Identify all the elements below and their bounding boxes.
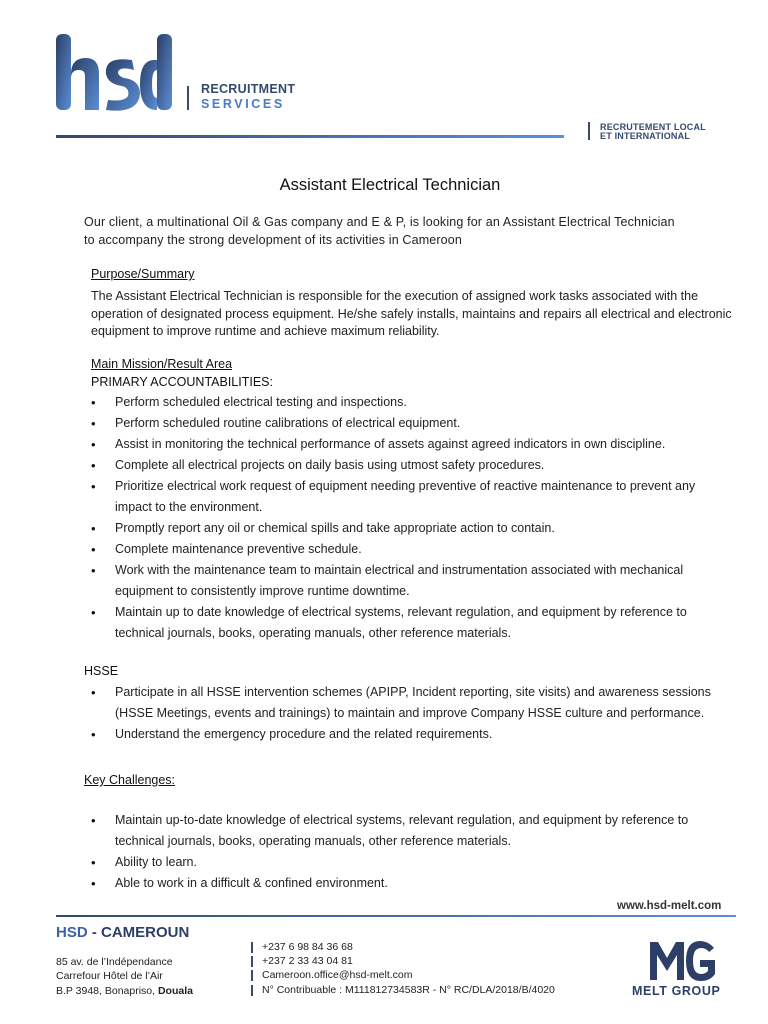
address-line1: 85 av. de l’Indépendance	[56, 956, 173, 968]
hsd-logo	[54, 30, 174, 112]
website-link[interactable]: www.hsd-melt.com	[617, 900, 722, 912]
list-item: • Maintain up-to-date knowledge of electrical systems, relevant regulation, and equipment by reference to technical journals, books, operating manuals, other reference materials.	[91, 810, 731, 852]
contact-divider	[251, 970, 253, 981]
contact-divider	[251, 942, 253, 953]
hsse-heading: HSSE	[84, 664, 119, 678]
list-item: • Perform scheduled routine calibrations of electrical equipment.	[91, 413, 731, 434]
purpose-text: The Assistant Electrical Technician is responsible for the execution of assigned work tasks associated with the operation of designated process equipment. He/she safely installs, maintains and repairs all electrical and electronic equipment to improve runtime and achieve maximum reliability.	[91, 289, 732, 338]
address-line3	[56, 985, 193, 997]
tagline-line2: ET INTERNATIONAL	[600, 131, 691, 141]
brand-recruitment: RECRUITMENT	[201, 82, 296, 96]
list-item: • Ability to learn.	[91, 852, 731, 873]
tagline-divider	[588, 122, 590, 140]
melt-group-logo	[648, 938, 718, 982]
phone-2: +237 2 33 43 04 81	[262, 955, 353, 967]
tagline-line1: RECRUTEMENT LOCAL	[600, 122, 706, 132]
contact-divider	[251, 985, 253, 996]
challenges-heading: Key Challenges:	[84, 773, 176, 787]
address-po-box: B.P 3948, Bonapriso,	[56, 985, 158, 997]
document-title: Assistant Electrical Technician	[279, 176, 501, 194]
mission-heading: Main Mission/Result Area	[91, 357, 233, 371]
list-item: • Complete all electrical projects on daily basis using utmost safety procedures.	[91, 455, 731, 476]
list-item: • Assist in monitoring the technical performance of assets against agreed indicators in own discipline.	[91, 434, 731, 455]
company-name	[56, 924, 189, 941]
purpose-heading: Purpose/Summary	[91, 267, 195, 281]
brand-divider	[187, 86, 189, 110]
footer-rule	[56, 915, 736, 917]
address-city: Douala	[157, 985, 193, 997]
company-suffix: - CAMEROUN	[87, 924, 190, 941]
accountabilities-list	[91, 392, 731, 644]
registration-number: N° Contribuable : M111812734583R - N° RC/DLA/2018/B/4020	[262, 984, 555, 996]
company-prefix: HSD	[56, 924, 88, 941]
list-item: • Perform scheduled electrical testing and inspections.	[91, 392, 731, 413]
accountabilities-heading: PRIMARY ACCOUNTABILITIES:	[91, 375, 273, 389]
brand-services: SERVICES	[201, 97, 285, 111]
list-item: • Promptly report any oil or chemical spills and take appropriate action to contain.	[91, 518, 731, 539]
melt-group-name: MELT GROUP	[632, 984, 721, 998]
email-link[interactable]: Cameroon.office@hsd-melt.com	[262, 969, 413, 981]
list-item: • Work with the maintenance team to maintain electrical and instrumentation associated with mechanical equipment to consistently improve runtime downtime.	[91, 560, 731, 602]
challenges-list	[91, 810, 731, 894]
list-item: • Able to work in a difficult & confined environment.	[91, 873, 731, 894]
address-line2: Carrefour Hôtel de l’Air	[56, 970, 163, 982]
intro-paragraph: Our client, a multinational Oil & Gas company and E & P, is looking for an Assistant Electrical Technician to accompany the strong development of its activities in Cameroon	[84, 215, 675, 247]
list-item: • Prioritize electrical work request of equipment needing preventive of reactive maintenance to prevent any impact to the environment.	[91, 476, 731, 518]
contact-divider	[251, 956, 253, 967]
list-item: • Maintain up to date knowledge of electrical systems, relevant regulation, and equipment by reference to technical journals, books, operating manuals, other reference materials.	[91, 602, 731, 644]
list-item: • Understand the emergency procedure and the related requirements.	[91, 724, 751, 745]
list-item: • Complete maintenance preventive schedule.	[91, 539, 731, 560]
phone-1: +237 6 98 84 36 68	[262, 941, 353, 953]
list-item: • Participate in all HSSE intervention schemes (APIPP, Incident reporting, site visits) and awareness sessions (HSSE Meetings, events and trainings) to maintain and improve Company HSSE culture and performance.	[91, 682, 751, 724]
header-rule	[56, 135, 564, 138]
hsse-list	[91, 682, 751, 745]
